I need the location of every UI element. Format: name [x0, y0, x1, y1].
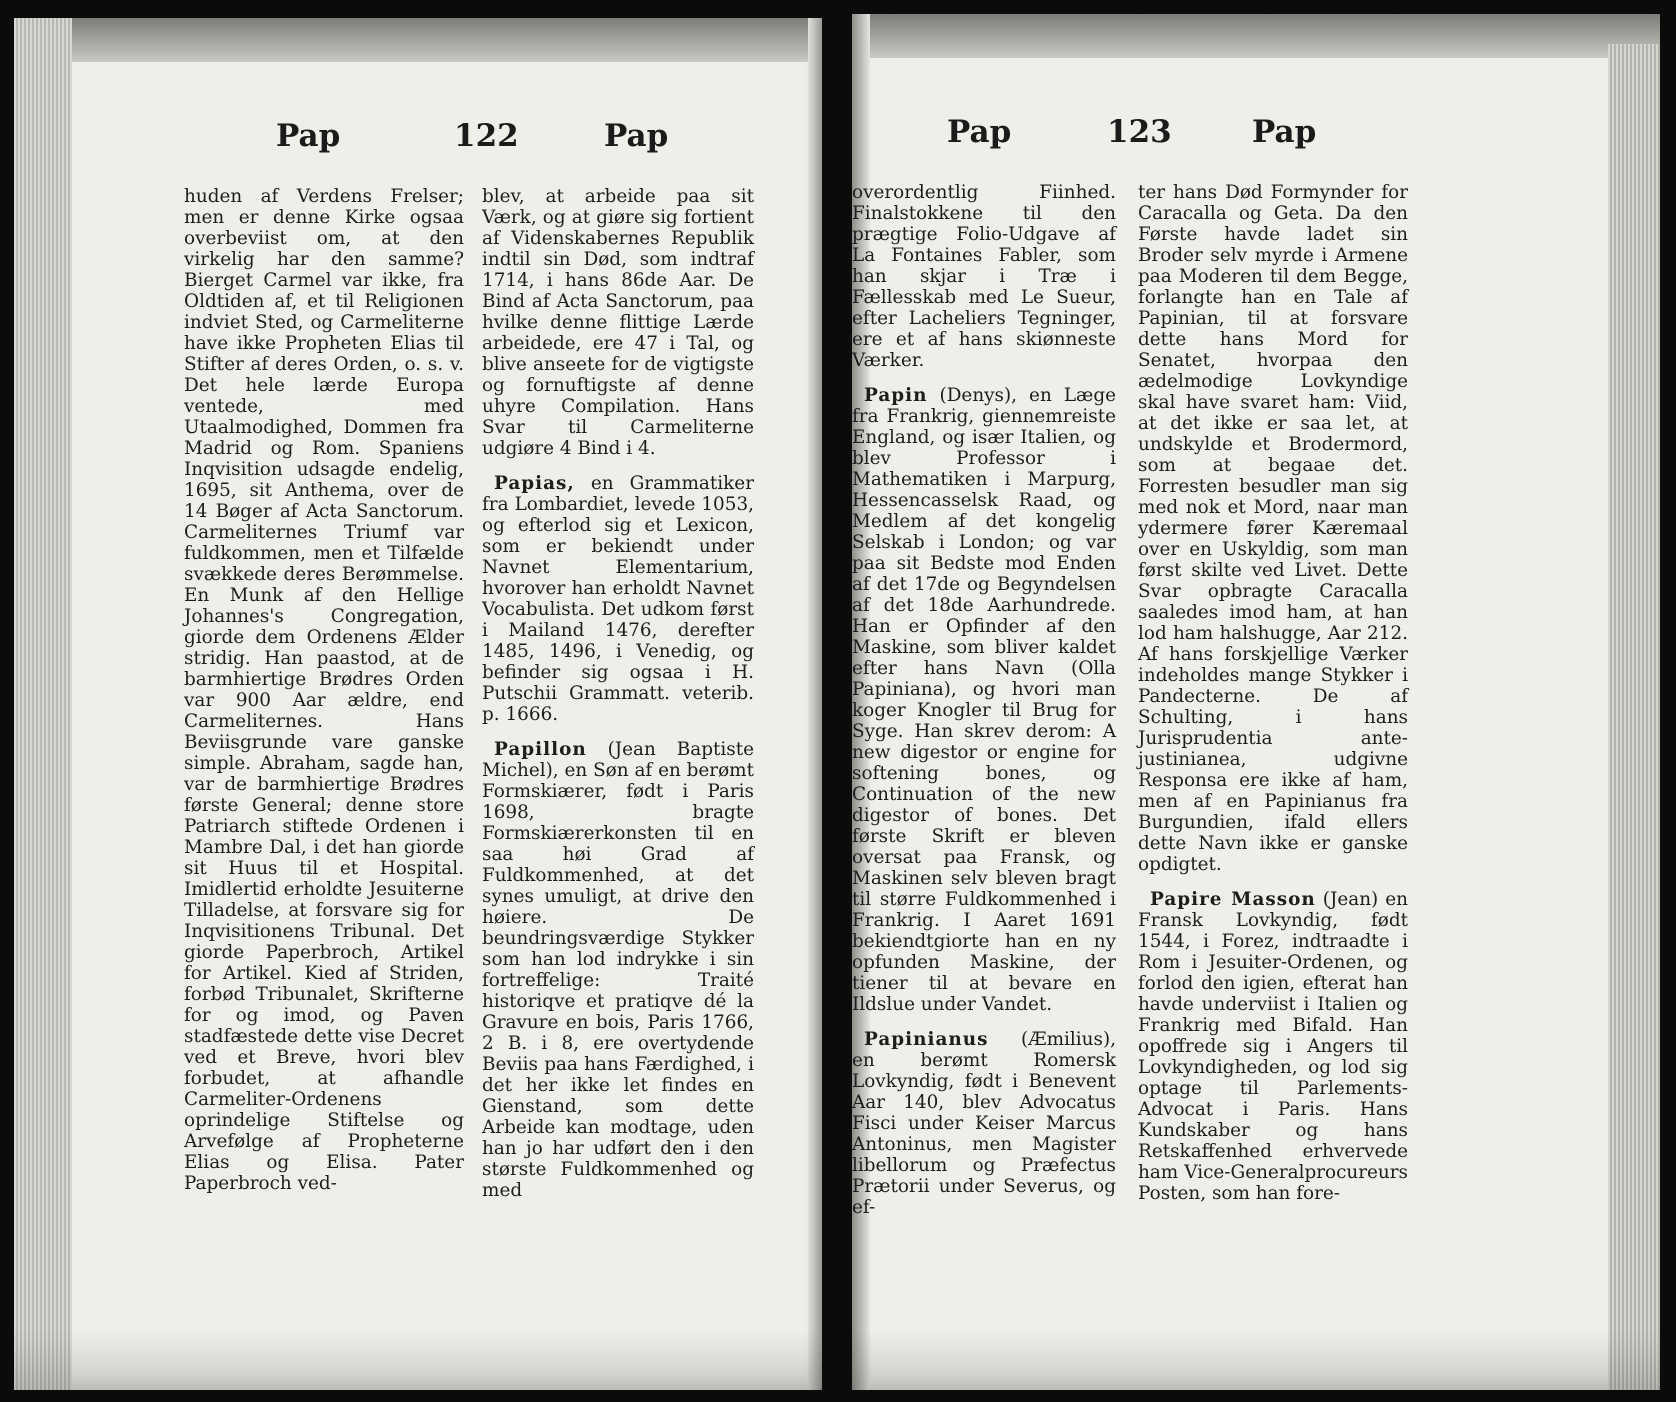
entry-text: overordentlig Fiinhed. Finalstokkene til den prægtige Folio-Udgave af La Fontaines Fabler, som han skjar i Træ i Fællesskab med Le Sueur, efter Lacheliers Tegninger, ere et af hans skiønneste Værker.	[852, 182, 1116, 371]
entry-headword: Papias,	[494, 473, 575, 494]
entry-headword: Papinianus	[864, 1029, 989, 1050]
entry-headword: Papillon	[494, 739, 587, 760]
entry-text: (Jean) en Fransk Lovkyndig, født 1544, i Forez, indtraadte i Rom i Jesuiter-Ordenen, og forlod den igien, efterat han havde underviist i Italien og Frankrig med Bifald. Han opoffrede sig i Angers til Lovkyndigheden, og lod sig optage til Parlements-Advocat i Paris. Hans Kundskaber og hans Retskaffenhed erhvervede ham Vice-Generalprocureurs Posten, som han fore-	[1138, 889, 1408, 1204]
entry-headword: Papin	[864, 385, 928, 406]
continued-paragraph	[852, 182, 1116, 371]
page-shadow	[14, 1330, 822, 1390]
entry-text: (Æmilius), en berømt Romersk Lovkyndig, født i Benevent Aar 140, blev Advocatus Fisci under Keiser Marcus Antoninus, men Magister libellorum og Præfectus Prætorii under Severus, og ef-	[852, 1029, 1116, 1218]
dictionary-entry	[852, 1029, 1116, 1218]
continued-paragraph	[482, 186, 754, 459]
entry-text: huden af Verdens Frelser; men er denne Kirke ogsaa overbeviist om, at den virkelig har den samme? Bierget Carmel var ikke, fra Oldtiden af, et til Religionen indviet Sted, og Carmeliterne have ikke Propheten Elias til Stifter af deres Orden, o. s. v. Det hele lærde Europa ventede, med Utaalmodighed, Dommen fra Madrid og Rom. Spaniens Inqvisition udsagde endelig, 1695, sit Anthema, over de 14 Bøger af Acta Sanctorum. Carmeliternes Triumf var fuldkommen, men et Tilfælde svækkede deres Berømmelse. En Munk af den Hellige Johannes's Congregation, giorde dem Ordenens Ælder stridig. Han paastod, at de barmhiertige Brødres Orden var 900 Aar ældre, end Carmeliternes. Hans Beviisgrunde vare ganske simple. Abraham, sagde han, var de barmhiertige Brødres første General; denne store Patriarch stiftede Ordenen i Mambre Dal, i det han giorde sit Huus til et Hospital. Imidlertid erholdte Jesuiterne Tilladelse, at forsvare sig for Inqvisitionens Tribunal. Det giorde Paperbroch, Artikel for Artikel. Kied af Striden, forbød Tribunalet, Skrifterne for og imod, og Paven stadfæstede dette vise Decret ved et Breve, hvori blev forbudet, at afhandle Carmeliter-Ordenens oprindelige Stiftelse og Arvefølge af Propheterne Elias og Elisa. Pater Paperbroch ved-	[184, 186, 464, 1194]
page-stack-edge	[14, 18, 72, 1390]
running-header	[14, 118, 822, 168]
dictionary-entry	[482, 739, 754, 1201]
page-shadow	[852, 1330, 1660, 1390]
entry-text: (Denys), en Læge fra Frankrig, giennemreiste England, og især Italien, og blev Professor i Mathematiken i Marpurg, Hessencasselsk Raad, og Medlem af det kongelig Selskab i London; og var paa sit Bedste mod Enden af det 17de og Begyndelsen af det 18de Aarhundrede. Han er Opfinder af den Maskine, som bliver kaldet efter hans Navn (Olla Papiniana), og hvori man koger Knogler til Brug for Syge. Han skrev derom: A new digestor or engine for softening bones, og Continuation of the new digestor of bones. Det første Skrift er bleven oversat paa Fransk, og Maskinen selv bleven bragt til større Fuldkommenhed i Frankrig. I Aaret 1691 bekiendtgiorte han en ny opfunden Maskine, der tiener til at bevare en Ildslue under Vandet.	[852, 385, 1116, 1015]
entry-headword: Papire Masson	[1150, 889, 1316, 910]
header-left-word: Pap	[947, 114, 1012, 150]
page-top-edge	[14, 18, 822, 62]
dictionary-entry	[482, 473, 754, 725]
entry-text: ter hans Død Formynder for Caracalla og Geta. Da den Første havde ladet sin Broder selv myrde i Armene paa Moderen til dem Begge, forlangte han en Tale af Papinian, til at forsvare dette hans Mord for Senatet, hvorpaa den ædelmodige Lovkyndige skal have svaret ham: Viid, at det ikke er saa let, at undskylde et Brodermord, som at begaae det. Forresten besudler man sig med nok et Mord, naar man ydermere fører Kæremaal over en Uskyldig, som man først skilte ved Livet. Dette Svar opbragte Caracalla saaledes imod ham, at han lod ham halshugge, Aar 212. Af hans forskjellige Værker indeholdes mange Stykker i Pandecterne. De af Schulting, i hans Jurisprudentia ante-justinianea, udgivne Responsa ere ikke af ham, men af en Papinianus fra Burgundien, ifald ellers dette Navn ikke er ganske opdigtet.	[1138, 182, 1408, 875]
text-column-2	[482, 186, 754, 1211]
entry-text: (Jean Baptiste Michel), en Søn af en berømt Formskiærer, født i Paris 1698, bragte Formskiærerkonsten til en saa høi Grad af Fuldkommenhed, at det synes umuligt, at drive den høiere. De beundringsværdige Stykker som han lod indrykke i sin fortreffelige: Traité historiqve et pratiqve dé la Gravure en bois, Paris 1766, 2 B. i 8, ere overtydende Beviis paa hans Færdighed, i det her ikke let findes en Gienstand, som dette Arbeide kan modtage, uden han jo har udført den i den største Fuldkommenhed og med	[482, 739, 754, 1201]
text-column-1	[852, 182, 1116, 1228]
right-page	[852, 14, 1660, 1390]
page-number: 122	[454, 118, 519, 154]
book-gutter	[808, 18, 822, 1390]
page-top-edge	[852, 14, 1660, 58]
page-stack-edge	[1608, 44, 1660, 1390]
left-page	[14, 18, 822, 1390]
text-column-2	[1138, 182, 1408, 1214]
continued-paragraph	[1138, 182, 1408, 875]
dictionary-entry	[852, 385, 1116, 1015]
running-header	[852, 114, 1660, 164]
dictionary-entry	[1138, 889, 1408, 1204]
header-right-word: Pap	[604, 118, 669, 154]
entry-text: blev, at arbeide paa sit Værk, og at giøre sig fortient af Videnskabernes Republik indtil sin Død, som indtraf 1714, i hans 86de Aar. De Bind af Acta Sanctorum, paa hvilke denne flittige Lærde arbeidede, ere 47 i Tal, og blive anseete for de vigtigste og fornuftigste af denne uhyre Compilation. Hans Svar til Carmeliterne udgiøre 4 Bind i 4.	[482, 186, 754, 459]
entry-text: en Grammatiker fra Lombardiet, levede 1053, og efterlod sig et Lexicon, som er bekiendt under Navnet Elementarium, hvorover han erholdt Navnet Vocabulista. Det udkom først i Mailand 1476, derefter 1485, 1496, i Venedig, og befinder sig ogsaa i H. Putschii Grammatt. veterib. p. 1666.	[482, 473, 754, 725]
header-right-word: Pap	[1252, 114, 1317, 150]
continued-paragraph	[184, 186, 464, 1194]
header-left-word: Pap	[276, 118, 341, 154]
text-column-1	[184, 186, 464, 1204]
page-number: 123	[1107, 114, 1172, 150]
